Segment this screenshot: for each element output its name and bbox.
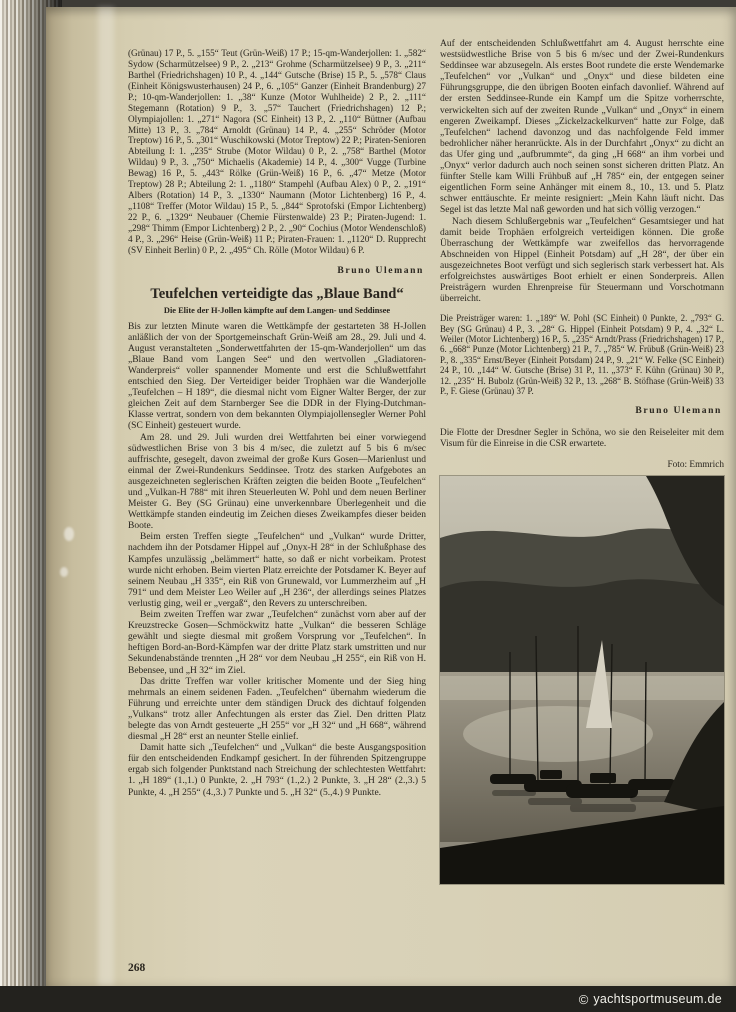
results-continuation: (Grünau) 17 P., 5. „155“ Teut (Grün-Weiß) 17 P.; 15-qm-Wanderjollen: 1. „582“ Sydow (Scharmützelsee) 9 P., 2. „213“ Grohme (Scharmützelsee) 9 P., 3. „211“ Barthel (Friedrichshagen) 10 P., 4. „144“ Gutsche (Brise) 15 P., 5. „578“ Claus (Einheit Königswusterhausen) 24 P., 6. „105“ Ganzer (Einheit Brandenburg) 27 P.; 10-qm-Wanderjollen: 1. „38“ Kunze (Motor Wuhlheide) 2 P., 2. „111“ Stegemann (Rotation) 9 P., 3. „57“ Tauchert (Friedrichshagen) 12 P.; Olympiajollen: 1. „271“ Nagora (SC Einheit) 13 P., 2. „110“ Büttner (Aufbau Mitte) 13 P., 3. „784“ Arnoldt (Grünau) 14 P., 4. „255“ Schröder (Motor Treptow) 16 P., 5. „301“ Wuschikowski (Motor Treptow) 22 P.; Piraten-Senioren Abteilung I: 1. „235“ Strube (Motor Wildau) 0 P., 2. „758“ Barthel (Motor Wildau) 9 P., 3. „750“ Michaelis (Akademie) 14 P., 4. „300“ Vugge (Turbine Bewag) 16 P., 5. „443“ Rölke (Grün-Weiß) 16 P., 6. „47“ Metze (Motor Treptow) 28 P.; Abteilung 2: 1. „1180“ Stampehl (Aufbau Alex) 0 P., 2. „191“ Albers (Rotation) 14 P., 3. „1330“ Naumann (Motor Lichtenberg) 16 P., 4. „1108“ Treffer (Motor Wildau) 15 P., 5. „844“ Sprotofski (Empor Lichtenberg) 22 P., 6. „1329“ Neubauer (Chemie Fürstenwalde) 23 P.; Piraten-Jugend: 1. „298“ Thimm (Empor Lichtenberg) 2 P., 2. „90“ Cochius (Motor Wendenschloß) 4 P., 3. „296“ Heise (Grün-Weiß) 11 P.; Piraten-Frauen: 1. „1120“ D. Rupprecht (SV Einheit Berlin) 0 P., 2. „495“ Ch. Rölle (Motor Wildau) 6 P.	[128, 48, 426, 255]
scan-artifact	[64, 527, 74, 541]
author-signature: Bruno Ulemann	[337, 264, 424, 276]
near-hill-silhouette	[440, 579, 724, 688]
article-paragraph: Auf der entscheidenden Schlußwettfahrt am 4. August herrschte eine westsüdwestliche Brise von 5 bis 6 m/sec und der Zwei-Rundenkurs Seddinsee war abzusegeln. Als erstes Boot rundete die erste Wendemarke „Teufelchen“ vor „Vulkan“ und „Onyx“ und diese bildeten eine Führungsgruppe, die den übrigen Booten einfach davonlief. Während auf der ersten Seddinsee-Runde ein Kampf um die Spitze vorherrschte, verwickelten sich auf der zweiten Runde „Vulkan“ und „Onyx“ in einem engeren Zweikampf. Dieses „Zickelzackelkurven“ hatte zur Folge, daß „Teufelchen“ lachend davonzog und das nachfolgende Feld immer bedrohlicher näher heranrückte. Als in der Durchfahrt „Onyx“ zu dicht an das Ufer ging und „aufbrummte“, da ging „H 668“ an ihm vorbei und „Onyx“ verlor dadurch auch noch seinen sonst sicheren dritten Platz. An fünfter Stelle kam Willi Frühbuß auf „H 785“ ein, der entgegen seiner eigentlichen Form seine Anhänger mit einem 8., 10., 13. und 5. Platz schwer enttäuschte. Er meinte resigniert: „Mein Kahn läuft nicht. Das Segel ist das letzte Mal naß geworden und hat sich völlig verzogen.“	[440, 39, 724, 216]
photo-illustration	[440, 476, 724, 884]
photo-caption: Die Flotte der Dresdner Segler in Schöna, wo sie den Reiseleiter mit dem Visum für die Einreise in die CSR erwartete.	[440, 428, 724, 450]
regatta-photo	[440, 476, 724, 884]
water-highlight	[440, 676, 724, 700]
article-paragraph: Nach diesem Schlußergebnis war „Teufelchen“ Gesamtsieger und hat damit beide Trophäen erfolgreich verteidigen können. Die große Überraschung der Wettkämpfe war zweifellos das hervorragende Abschneiden von Hippel (Einheit Potsdam) auf „H 28“, der über ein ausgezeichnetes Boot verfügt und sich seglerisch stark verbessert hat. Als erfolgreichstes auswärtiges Boot erhielt er einen Sonderpreis. Allen Preisträgern wurden Ehrenpreise für Steuermann und Vorschotmann überreicht.	[440, 216, 724, 305]
article-subtitle: Die Elite der H-Jollen kämpfte auf dem Langen- und Seddinsee	[163, 305, 391, 315]
article-paragraph: Am 28. und 29. Juli wurden drei Wettfahrten bei einer vorwiegend südwestlichen Brise von 3 bis 4 m/sec, die zuletzt auf 5 bis 6 m/sec auffrischte, gesegelt, davon zweimal der große Kurs Gosen—Marienlust und einmal der Zwei-Rundenkurs Seddinsee. Trotz des starken Aufgebotes an ausgezeichneten seglerischen Kräften zeigten die beiden Boote „Teufelchen“ und „Vulkan-H 788“ mit ihren Steuerleuten W. Pohl und dem neuen Berliner Meister G. Bey (SG Grünau) eine unverkennbare Überlegenheit und die Wettkämpfe standen eindeutig im Zeichen dieses Zweikampfes dieser beiden Boote.	[128, 432, 426, 532]
article-paragraph: Beim ersten Treffen siegte „Teufelchen“ und „Vulkan“ wurde Dritter, nachdem ihn der Potsdamer Hippel auf „Onyx-H 28“ in der Schlußphase des Kampfes unzulässig „belämmert“ hatte, so daß er nicht vorbeikam. Protest wurde nicht erhoben. Beim vierten Platz erreichte der Potsdamer K. Beyer auf seinem Neubau „H 335“, ein Riß von Grunewald, vor Lummerzheim auf „H 791“ und dem Meister Leo Weiler auf „H 236“, der allerdings seines Platzes verlustig ging, weil er „vergaß“, den Revers zu unterschreiben.	[128, 532, 426, 609]
left-column	[128, 39, 426, 799]
scan-artifact	[60, 567, 68, 577]
article-paragraph: Bis zur letzten Minute waren die Wettkämpfe der gestarteten 38 H-Jollen anläßlich der von der Sportgemeinschaft Grün-Weiß am 28., 29. Juli und 4. August veranstalteten „Sonderwettfahrten der 15-qm-Wanderjollen“ um das „Blaue Band vom Langen See“ und den wertvollen „Gladiatoren-Wanderpreis“ voller spannender Momente und erst die Schlußwettfahrt entschied den Sieg. Der Verteidiger beider Trophäen war die Wanderjolle „Teufelchen – H 189“, die diesmal nicht vom Eigner Walter Berger, der zur gleichen Zeit auf dem Starnberger See die DDR in der Flying-Dutchman-Klasse vertrat, sondern von dem bekannten Olympiajollensegler Werner Pohl (SC Einheit) gesteuert wurde.	[128, 321, 426, 432]
article-paragraph: Das dritte Treffen war voller kritischer Momente und der Sieg hing mehrmals an einem seidenen Faden. „Teufelchen“ übernahm wiederum die Führung und erreichte unter dem ständigen Druck des dichtauf folgenden „Vulkans“ trotz aller Anfechtungen als erster das Ziel. Den dritten Platz belegte das von Arndt gesteuerte „H 255“ vor „H 32“ und „H 668“, während diesmal „H 28“ erst an neunter Stelle einlief.	[128, 676, 426, 743]
right-column	[440, 39, 724, 884]
water-reflection	[463, 706, 653, 762]
copyright-icon: ©	[578, 991, 589, 1007]
prize-list-paragraph: Die Preisträger waren: 1. „189“ W. Pohl (SC Einheit) 0 Punkte, 2. „793“ G. Bey (SG Grünau) 4 P., 3. „28“ G. Hippel (Einheit Potsdam) 9 P., 4. „32“ L. Weiler (Motor Lichtenberg) 16 P., 5. „235“ Arndt/Prass (Friedrichshagen) 17 P., 6. „668“ Punze (Motor Lichtenberg) 21 P., 7. „785“ W. Frübuß (Grün-Weiß) 23 P., 8. „335“ Ernst/Beyer (Einheit Potsdam) 24 P., 9. „21“ W. Felke (SC Einheit) 24 P., 10. „144“ W. Gutsche (Brise) 31 P., 11. „373“ F. Kühn (Grünau) 30 P., 12. „235“ H. Bubolz (Grün-Weiß) 32 P., 13. „268“ B. Stöfhase (Grün-Weiß) 33 P., F. Giese (Grünau) 37 P.	[440, 313, 724, 397]
paper-page	[46, 7, 736, 986]
article-paragraph: Damit hatte sich „Teufelchen“ und „Vulkan“ die beste Ausgangsposition für den entscheidenden Endkampf gesichert. In der führenden Spitzengruppe ergab sich folgender Punktstand nach Streichung der schlechtesten Wettfahrt: 1. „H 189“ (1.,1.) 0 Punkte, 2. „H 793“ (1.,2.) 2 Punkte, 3. „H 28“ (2.,3.) 5 Punkte, 4. „H 255“ (4.,3.) 7 Punkte und 5. „H 32“ (5.,4.) 9 Punkte.	[128, 743, 426, 798]
author-signature: Bruno Ulemann	[635, 405, 722, 417]
watermark-text: yachtsportmuseum.de	[593, 992, 722, 1006]
page-number: 268	[128, 962, 146, 974]
article-headline: Teufelchen verteidigte das „Blaue Band“	[150, 285, 404, 302]
watermark-bar	[0, 986, 736, 1012]
photo-credit: Foto: Emmrich	[667, 459, 724, 470]
article-paragraph: Beim zweiten Treffen war zwar „Teufelchen“ zunächst vorn aber auf der Kreuzstrecke Gosen—Schmöckwitz hatte „Vulkan“ die besseren Schläge gewählt und siegte diesmal mit großem Vorsprung vor „Teufelchen“. In heftigen Bord-an-Bord-Kämpfen war der dritte Platz stark umstritten und nur Sekundenabstände trennten „H 28“ vor dem Neubau „H 255“, ein Riß von H. Bebensee, und „H 32“ im Ziel.	[128, 610, 426, 676]
